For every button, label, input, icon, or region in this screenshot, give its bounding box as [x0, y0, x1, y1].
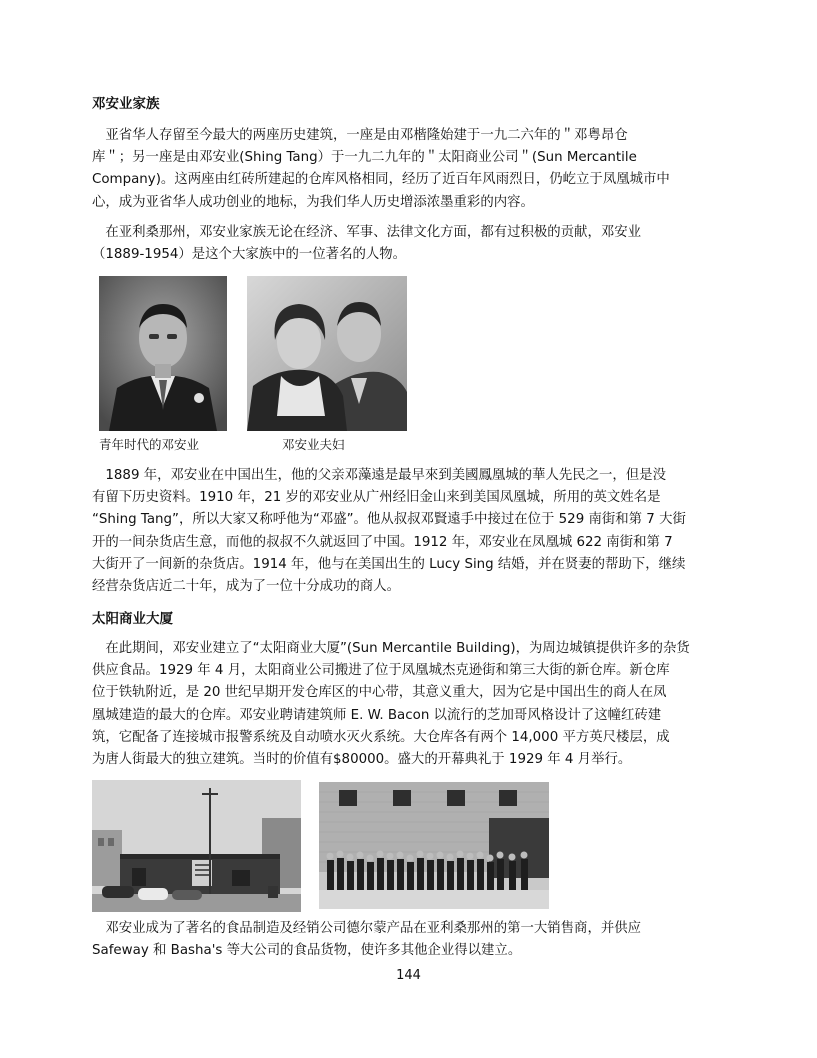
- photo-shing-tang-couple: [247, 276, 407, 431]
- text-line: 筑，它配备了连接城市报警系统及自动喷水灭火系统。大仓库各有两个 14,000 平方英尺楼层，成: [92, 729, 670, 745]
- text-line: 1889 年，邓安业在中国出生，他的父亲邓藻遠是最早來到美國鳳凰城的華人先民之一，但是没: [92, 468, 666, 483]
- paragraph-del-monte-distributor: [92, 918, 732, 962]
- text-line: Safeway 和 Basha's 等大公司的食品货物，使许多其他企业得以建立。: [92, 943, 522, 959]
- paragraph-historic-buildings: [92, 125, 732, 214]
- paragraph-family-contribution: [92, 222, 732, 266]
- photo-young-shing-tang: [99, 276, 227, 431]
- text-line: 凰城建造的最大的仓库。邓安业聘请建筑师 E. W. Bacon 以流行的芝加哥风格设计了这幢红砖建: [92, 707, 662, 723]
- text-line: Company)。这两座由红砖所建起的仓库风格相同，经历了近百年风雨烈日，仍屹立于凤凰城市中: [92, 172, 670, 188]
- page-number: 144: [396, 968, 421, 983]
- caption-couple: 邓安业夫妇: [282, 437, 345, 452]
- text-line: “Shing Tang”，所以大家又称呼他为“邓盛”。他从叔叔邓賢遠手中接过在位于 529 南街和第 7 大街: [92, 512, 686, 528]
- text-line: 位于铁轨附近，是 20 世纪早期开发仓库区的中心带，其意义重大，因为它是中国出生的商人在凤: [92, 685, 667, 701]
- text-line: 在此期间，邓安业建立了“太阳商业大厦”(Sun Mercantile Building)，为周边城镇提供许多的杂货: [92, 641, 690, 656]
- section-heading-sun-mercantile: 太阳商业大厦: [92, 611, 173, 627]
- text-line: （1889-1954）是这个大家族中的一位著名的人物。: [92, 247, 407, 263]
- text-line: 大街开了一间新的杂货店。1914 年，他与在美国出生的 Lucy Sing 结婚，并在贤妻的帮助下，继续: [92, 556, 686, 572]
- photo-grand-opening-crowd: [319, 782, 549, 909]
- text-line: 在亚利桑那州，邓安业家族无论在经济、军事、法律文化方面，都有过积极的贡献，邓安业: [92, 225, 642, 240]
- text-line: 为唐人街最大的独立建筑。当时的价值有$80000。盛大的开幕典礼于 1929 年 4 月举行。: [92, 752, 632, 768]
- text-line: 供应食品。1929 年 4 月，太阳商业公司搬进了位于凤凰城杰克逊街和第三大街的新仓库。新仓库: [92, 663, 670, 679]
- section-heading-tang-family: 邓安业家族: [92, 96, 160, 112]
- paragraph-biography: [92, 465, 732, 598]
- paragraph-sun-mercantile-building: [92, 638, 732, 771]
- caption-young-shing-tang: 青年时代的邓安业: [99, 437, 200, 452]
- text-line: 库＂；另一座是由邓安业(Shing Tang）于一九二九年的＂太阳商业公司＂(Sun Mercantile: [92, 150, 637, 166]
- text-line: 开的一间杂货店生意，而他的叔叔不久就返回了中国。1912 年，邓安业在凤凰城 622 南街和第 7: [92, 534, 673, 550]
- text-line: 经营杂货店近二十年，成为了一位十分成功的商人。: [92, 579, 400, 595]
- text-line: 有留下历史资料。1910 年，21 岁的邓安业从广州经旧金山来到美国凤凰城，所用的英文姓名是: [92, 490, 661, 506]
- photo-warehouse-building: [92, 780, 301, 912]
- text-line: 邓安业成为了著名的食品制造及经销公司德尔蒙产品在亚利桑那州的第一大销售商，并供应: [92, 921, 642, 936]
- text-line: 亚省华人存留至今最大的两座历史建筑，一座是由邓楷隆始建于一九二六年的＂邓粤昂仓: [92, 128, 628, 143]
- text-line: 心，成为亚省华人成功创业的地标，为我们华人历史增添浓墨重彩的内容。: [92, 194, 534, 210]
